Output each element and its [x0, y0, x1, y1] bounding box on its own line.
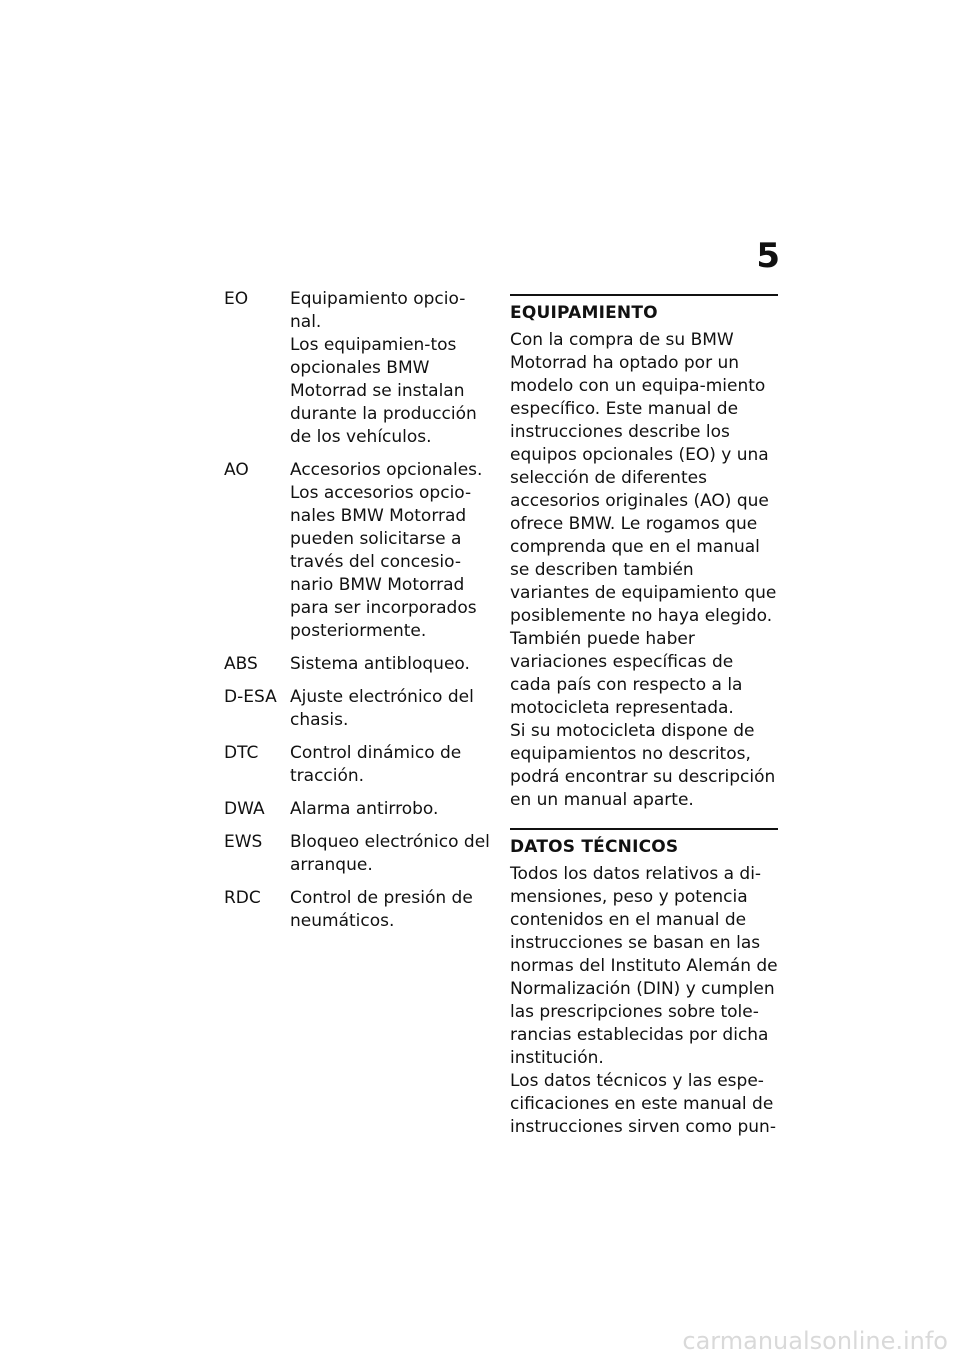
section-paragraph: Si su motocicleta dispone de equipamientos no descritos, podrá encontrar su descripción en un manual aparte.	[510, 721, 776, 810]
definition-line: Bloqueo electrónico del arranque.	[290, 832, 490, 875]
abbreviation-entry-rdc	[224, 887, 494, 933]
abbreviation-definition	[290, 742, 490, 788]
abbreviation-entry-eo	[224, 288, 494, 449]
page-number: 5	[756, 236, 780, 276]
abbreviation-term: D-ESA	[224, 687, 277, 707]
abbreviation-definition	[290, 798, 490, 821]
definition-line: Control dinámico de tracción.	[290, 743, 462, 786]
abbreviation-entry-dtc	[224, 742, 494, 788]
abbreviation-term: ABS	[224, 654, 258, 674]
watermark: carmanualsonline.info	[682, 1327, 948, 1355]
section-heading: EQUIPAMIENTO	[510, 303, 658, 323]
abbreviation-definition	[290, 288, 490, 449]
section-heading: DATOS TÉCNICOS	[510, 837, 679, 857]
definition-line: Accesorios opcionales.	[290, 460, 483, 480]
abbreviation-entry-abs	[224, 653, 494, 676]
right-column	[510, 294, 778, 1139]
definition-line: Control de presión de neumáticos.	[290, 888, 473, 931]
section-equipamiento	[510, 294, 778, 812]
abbreviation-entry-ews	[224, 831, 494, 877]
abbreviation-entry-ao	[224, 459, 494, 643]
abbreviation-term: DWA	[224, 799, 265, 819]
abbreviation-term: RDC	[224, 888, 261, 908]
section-paragraph: Los datos técnicos y las espe-cificaciones en este manual de instrucciones sirven como pun-	[510, 1071, 776, 1137]
abbreviation-term: AO	[224, 460, 249, 480]
abbreviation-definition	[290, 459, 490, 643]
definition-line: Sistema antibloqueo.	[290, 654, 470, 674]
abbreviation-term: EWS	[224, 832, 263, 852]
abbreviation-definition	[290, 686, 490, 732]
definition-line: Los accesorios opcio-nales BMW Motorrad pueden solicitarse a través del concesio-nario BMW Motorrad para ser incorporados posteriormente.	[290, 483, 477, 641]
section-paragraph: Con la compra de su BMW Motorrad ha optado por un modelo con un equipa-miento específico. Este manual de instrucciones describe los equipos opcionales (EO) y una selección de diferentes accesorios originales (AO) que ofrece BMW. Le rogamos que comprenda que en el manual se describen también variantes de equipamiento que posiblemente no haya elegido. También puede haber variaciones específicas de cada país con respecto a la motocicleta representada.	[510, 330, 777, 718]
definition-line: Ajuste electrónico del chasis.	[290, 687, 474, 730]
abbreviation-definition	[290, 887, 490, 933]
section-paragraph: Todos los datos relativos a di-mensiones, peso y potencia contenidos en el manual de instrucciones se basan en las normas del Instituto Alemán de Normalización (DIN) y cumplen las prescripciones sobre tole-rancias establecidas por dicha institución.	[510, 864, 778, 1068]
abbreviation-definition	[290, 653, 490, 676]
abbreviation-entry-d-esa	[224, 686, 494, 732]
abbreviation-entry-dwa	[224, 798, 494, 821]
definition-line: Los equipamien-tos opcionales BMW Motorrad se instalan durante la producción de los vehículos.	[290, 335, 477, 447]
definition-line: Equipamiento opcio-nal.	[290, 289, 466, 332]
abbreviation-term: EO	[224, 289, 249, 309]
abbreviation-definition	[290, 831, 490, 877]
section-datos-tecnicos	[510, 828, 778, 1139]
abbreviation-list	[224, 288, 494, 943]
abbreviation-term: DTC	[224, 743, 259, 763]
definition-line: Alarma antirrobo.	[290, 799, 439, 819]
